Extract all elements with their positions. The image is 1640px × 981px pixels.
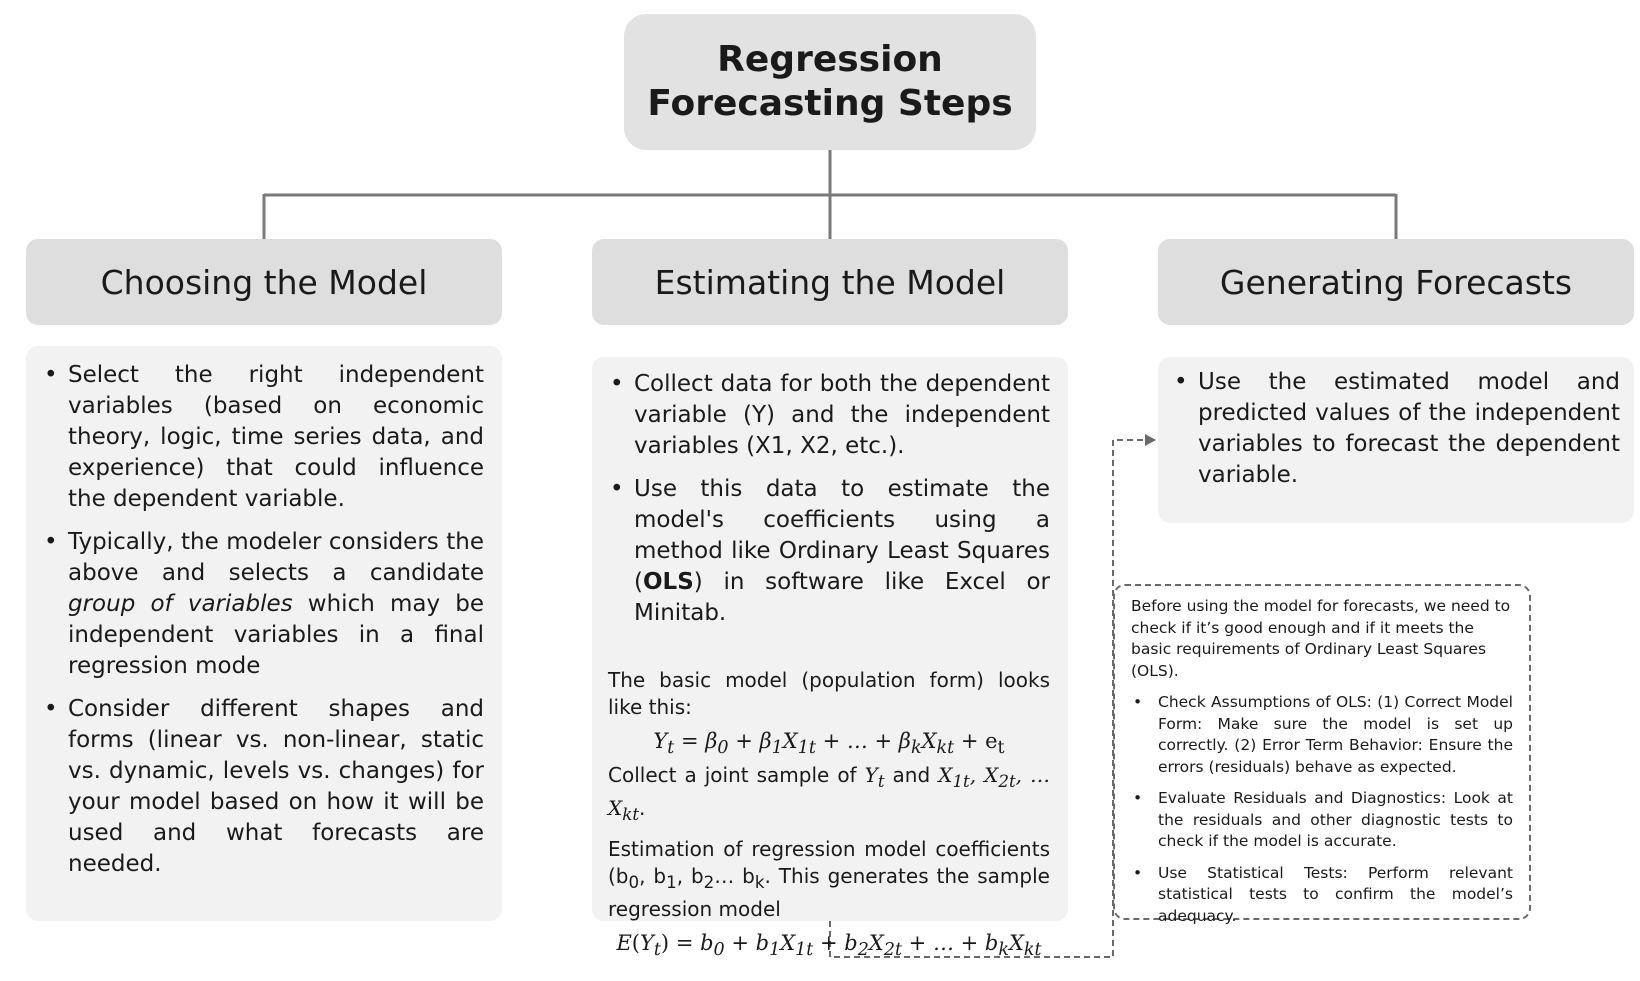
note-list xyxy=(1131,692,1513,927)
bullet-list xyxy=(608,369,1050,629)
diagram-title: Regression Forecasting Steps xyxy=(647,39,1013,124)
panel-generating-forecasts xyxy=(1158,357,1634,523)
header-choosing-model xyxy=(26,239,502,325)
bullet-item xyxy=(608,369,1050,462)
bullet-item xyxy=(42,694,484,880)
header-label: Choosing the Model xyxy=(100,262,428,302)
bullet-list xyxy=(42,360,484,880)
estimation-tail: . This generates the sample regression model xyxy=(608,864,1050,922)
root-node xyxy=(624,14,1036,150)
joint-sample-prefix: Collect a joint sample of xyxy=(608,763,857,788)
header-estimating-model xyxy=(592,239,1068,325)
joint-sample-text: Collect a joint sample of $Y_t$ and $X_{1t}$, $X_{2t}$, $\dots X_{kt}$. xyxy=(608,763,1051,825)
header-generating-forecasts xyxy=(1158,239,1634,325)
bullet-text: ) in software like Excel or Minitab. xyxy=(634,569,1050,626)
bullet-text: which may be independent variables in a final regression mode xyxy=(68,591,485,679)
sample-formula: $E(Y_t) = b_0 + b_1X_{1t} + b_2X_{2t}$ + … + $b_kX_{kt}$ xyxy=(616,931,1042,961)
bullet-text: Select the right independent variables (based on economic theory, logic, time series data, and experience) that could influence the dependent variable. xyxy=(68,362,484,512)
bullet-item xyxy=(42,527,484,682)
bullet-text: Typically, the modeler considers the above and selects a candidate xyxy=(68,529,484,586)
bullet-item xyxy=(608,474,1050,629)
bullet-text: Collect data for both the dependent variable (Y) and the independent variables (X1, X2, etc.). xyxy=(634,371,1050,459)
bullet-item xyxy=(42,360,484,515)
population-intro: The basic model (population form) looks like this: xyxy=(608,668,1050,719)
joint-sample-and: and xyxy=(892,763,931,788)
header-label: Estimating the Model xyxy=(654,262,1006,302)
panel-estimating-model xyxy=(592,357,1068,961)
bullet-text: Use this data to estimate the model's coefficients using a method like Ordinary Least Squares ( xyxy=(634,476,1050,595)
bullet-text: Use the estimated model and predicted values of the independent variables to forecast the dependent variable. xyxy=(1198,369,1620,488)
note-intro: Before using the model for forecasts, we need to check if it’s good enough and if it meets the basic requirements of Ordinary Least Squares (OLS). xyxy=(1131,597,1511,680)
note-item: • Check Assumptions of OLS: (1) Correct Model Form: Make sure the model is set up correctly. (2) Error Term Behavior: Ensure the errors (residuals) behave as expected. xyxy=(1131,692,1513,778)
population-formula: $Y_t = \beta_0 + \beta_1X_{1t}$ + … + $\beta_kX_{kt} + e_t$ xyxy=(653,729,1005,759)
estimation-text: Estimation of regression model coefficients ($b_0$, $b_1$, $b_2\dots$ $b_k$. This generates the sample regression model xyxy=(608,837,1050,922)
bullet-text: group of variables xyxy=(68,591,293,617)
panel-choosing-model xyxy=(26,346,502,921)
ols-check-note xyxy=(1113,584,1531,925)
bullet-text: OLS xyxy=(642,569,694,595)
bullet-list xyxy=(1172,367,1620,491)
header-label: Generating Forecasts xyxy=(1219,262,1573,302)
bullet-item xyxy=(1172,367,1620,491)
estimation-prefix: Estimation of regression model coefficients (b xyxy=(608,837,1050,889)
bullet-text: Consider different shapes and forms (linear vs. non-linear, static vs. dynamic, levels vs. changes) for your model based on how it will be used and what forecasts are needed. xyxy=(68,696,484,877)
flow-arrowhead xyxy=(1145,434,1156,446)
note-item: • Use Statistical Tests: Perform relevant statistical tests to confirm the model’s adequacy. xyxy=(1131,863,1513,928)
note-item: • Evaluate Residuals and Diagnostics: Look at the residuals and other diagnostic tests to check if the model is accurate. xyxy=(1131,788,1513,853)
